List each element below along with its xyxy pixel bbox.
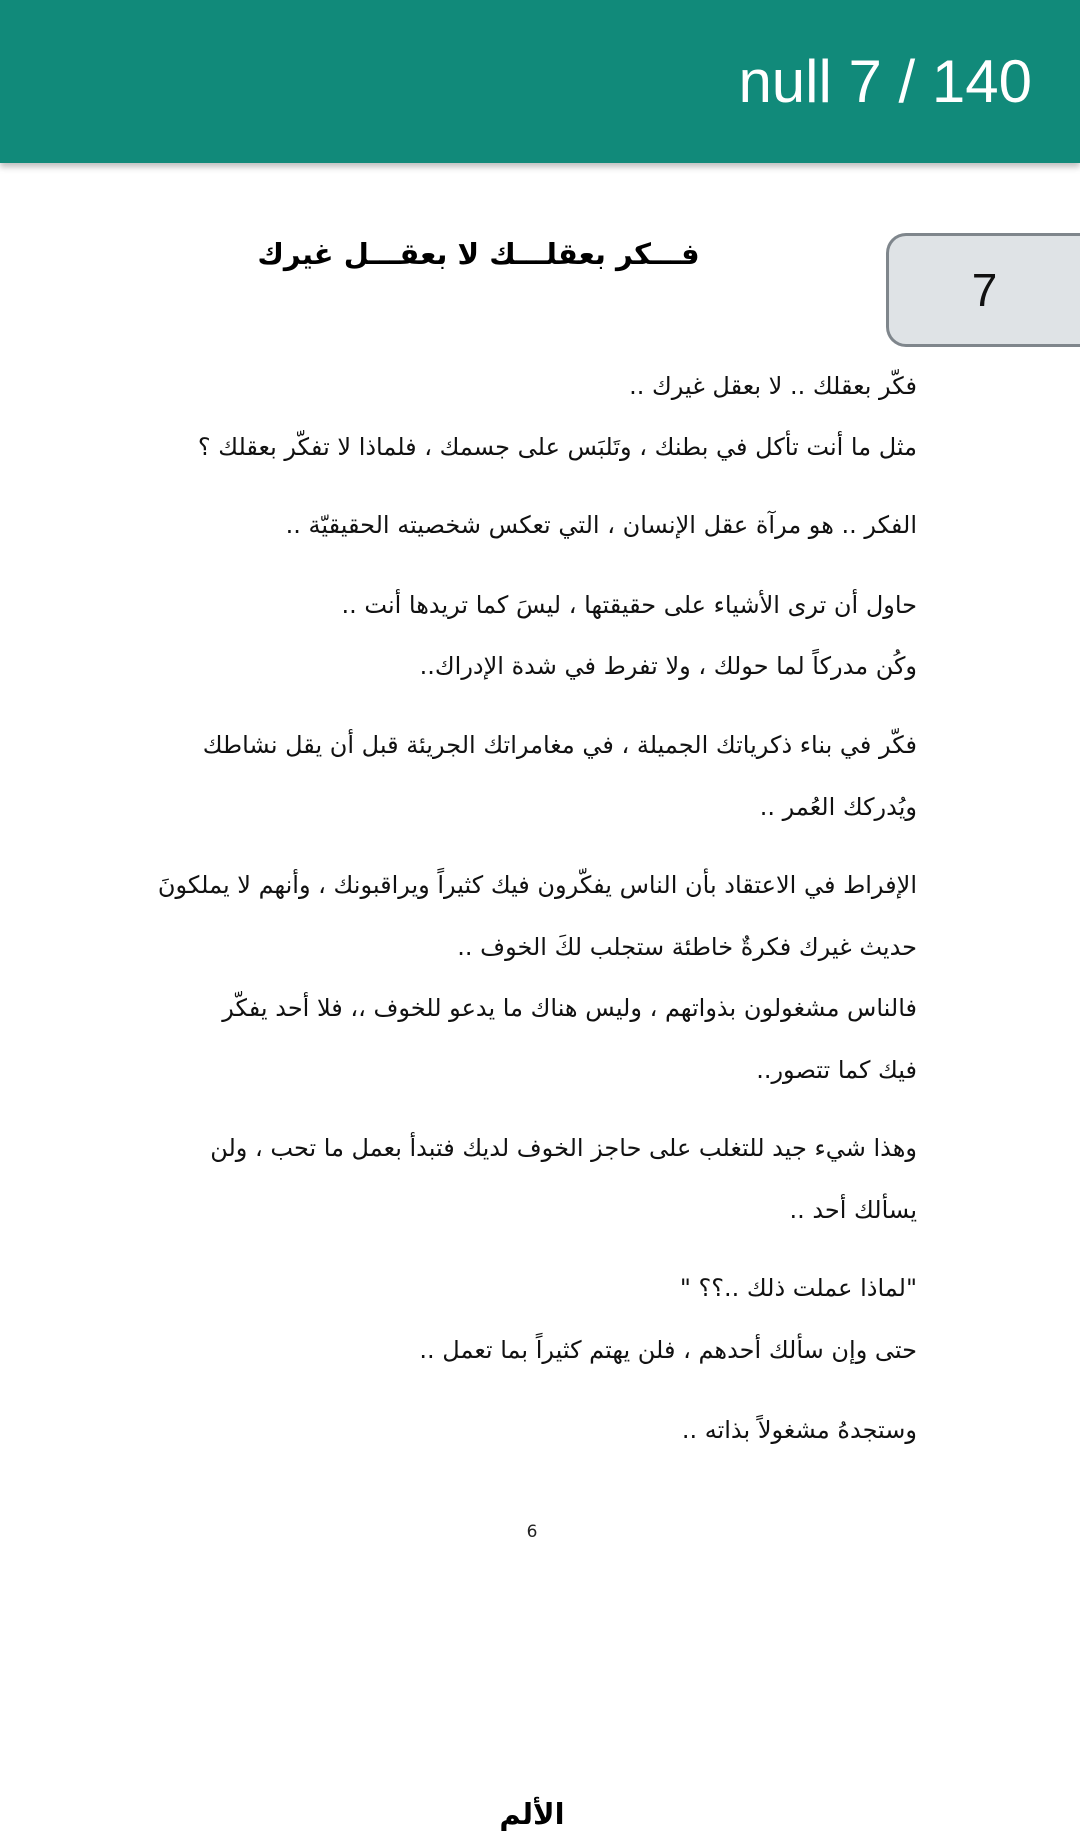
page-footer-number: 6 [526,1522,538,1542]
document-page [120,0,917,1844]
text-line: "لماذا عملت ذلك ..؟؟ " [679,1274,917,1302]
text-line: فالناس مشغولون بذواتهم ، وليس هناك ما يدعو للخوف ،، فلا أحد يفكّر [222,994,917,1022]
text-line: ويُدركك العُمر .. [759,793,917,821]
text-line: وكُن مدركاً لما حولك ، ولا تفرط في شدة الإدراك.. [419,652,917,680]
text-line: يسألك أحد .. [789,1196,917,1224]
text-line: فيك كما تتصور.. [756,1056,917,1084]
next-page-title: الألم [499,1797,565,1831]
text-line: مثل ما أنت تأكل في بطنك ، وتَلبَس على جسمك ، فلماذا لا تفكّر بعقلك ؟ [197,433,917,461]
text-line: فكّر بعقلك .. لا بعقل غيرك .. [629,372,917,400]
text-line: الإفراط في الاعتقاد بأن الناس يفكّرون فيك كثيراً ويراقبونك ، وأنهم لا يملكونَ [157,871,917,899]
page-number-badge[interactable]: 7 [886,233,1080,347]
app-bar-title: null 7 / 140 [738,48,1032,115]
text-line: حتى وإن سألك أحدهم ، فلن يهتم كثيراً بما تعمل .. [419,1336,917,1364]
text-line: وستجدهُ مشغولاً بذاته .. [681,1416,917,1444]
text-line: حديث غيرك فكرةٌ خاطئة ستجلب لكَ الخوف .. [457,933,917,961]
app-bar [0,0,1080,163]
text-line: فكّر في بناء ذكرياتك الجميلة ، في مغامراتك الجريئة قبل أن يقل نشاطك [202,731,917,759]
text-line: وهذا شيء جيد للتغلب على حاجز الخوف لديك فتبدأ بعمل ما تحب ، ولن [210,1134,917,1162]
text-line: حاول أن ترى الأشياء على حقيقتها ، ليسَ كما تريدها أنت .. [341,591,917,619]
text-line: الفكر .. هو مرآة عقل الإنسان ، التي تعكس شخصيته الحقيقيّة .. [285,511,917,539]
page-heading: فـــكر بعقلـــك لا بعقـــل غيرك [257,237,700,271]
